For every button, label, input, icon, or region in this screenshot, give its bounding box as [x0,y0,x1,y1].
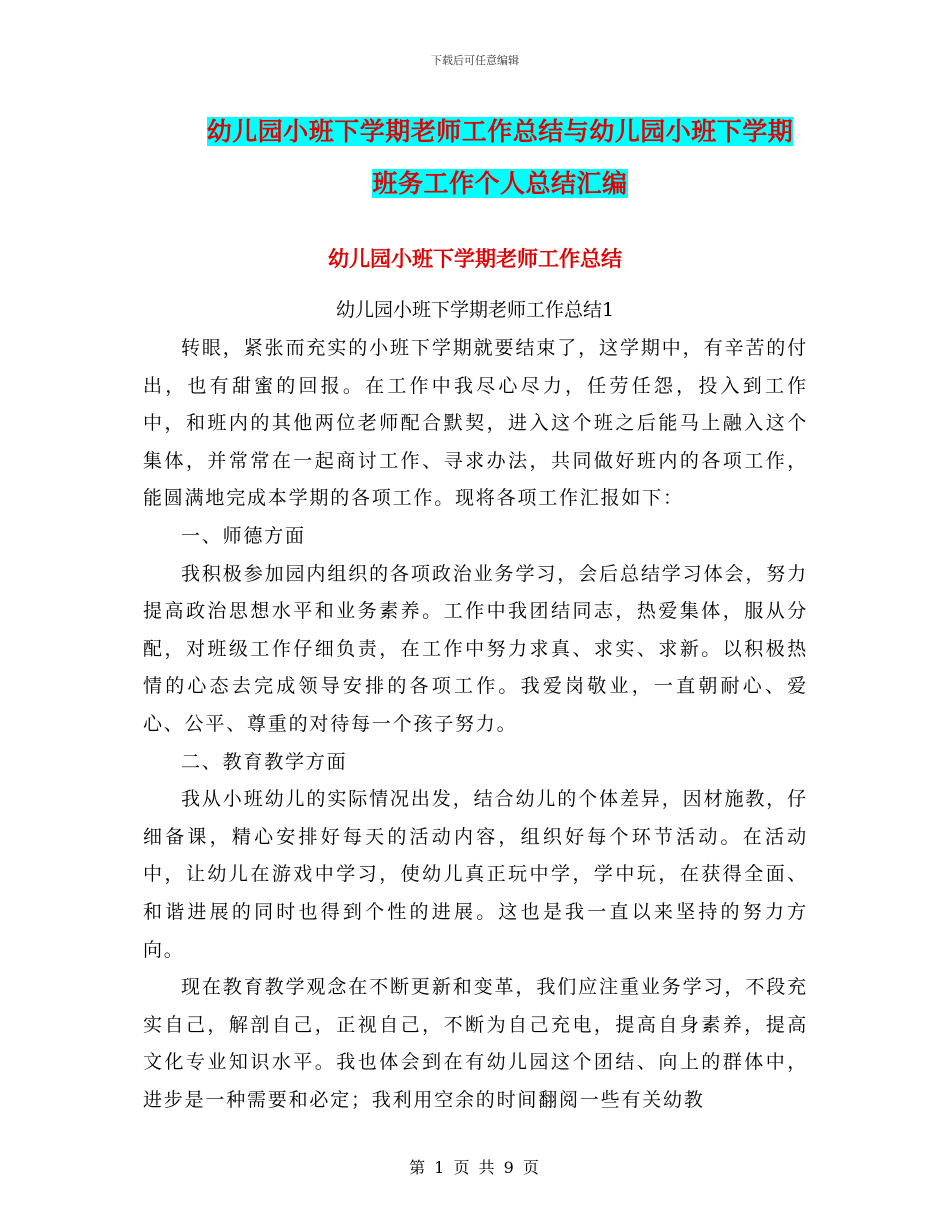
title-line-2: 班务工作个人总结汇编 [372,169,628,198]
paragraph: 二、教育教学方面 [181,750,348,773]
title-line-1: 幼儿园小班下学期老师工作总结与幼儿园小班下学期 [206,117,794,146]
paragraph: 我从小班幼儿的实际情况出发，结合幼儿的个体差异，因材施教，仔细备课，精心安排好每天的活动内容，组织好每个环节活动。在活动中，让幼儿在游戏中学习，使幼儿真正玩中学，学中玩，在获得全面、和谐进展的同时也得到个性的进展。这也是我一直以来坚持的努力方向。 [143,788,808,961]
header-note: 下载后可任意编辑 [431,54,519,67]
section-heading: 幼儿园小班下学期老师工作总结 [328,247,622,271]
paragraph: 转眼，紧张而充实的小班下学期就要结束了，这学期中，有辛苦的付出，也有甜蜜的回报。在工作中我尽心尽力，任劳任怨，投入到工作中，和班内的其他两位老师配合默契，进入这个班之后能马上融入这个集体，并常常在一起商讨工作、寻求办法，共同做好班内的各项工作，能圆满地完成本学期的各项工作。现将各项工作汇报如下： [143,337,808,510]
document-title [140,106,860,210]
page-footer: 第 1 页 共 9 页 [409,1158,541,1177]
section-subheading: 幼儿园小班下学期老师工作总结1 [335,299,615,321]
paragraph: 一、师德方面 [181,524,306,547]
paragraph: 我积极参加园内组织的各项政治业务学习，会后总结学习体会，努力提高政治思想水平和业务素养。工作中我团结同志，热爱集体，服从分配，对班级工作仔细负责，在工作中努力求真、求实、求新。以积极热情的心态去完成领导安排的各项工作。我爱岗敬业，一直朝耐心、爱心、公平、尊重的对待每一个孩子努力。 [143,562,808,735]
paragraph: 现在教育教学观念在不断更新和变革，我们应注重业务学习，不段充实自己，解剖自己，正视自己，不断为自己充电，提高自身素养，提高文化专业知识水平。我也体会到在有幼儿园这个团结、向上的群体中，进步是一种需要和必定；我利用空余的时间翻阅一些有关幼教 [143,976,808,1111]
body-text [143,330,808,1119]
